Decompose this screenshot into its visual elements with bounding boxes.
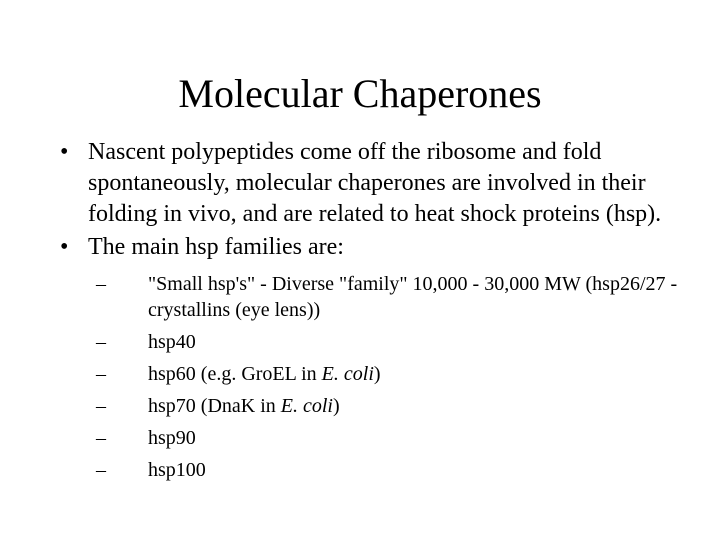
sub-bullet-text: hsp40 bbox=[148, 331, 196, 353]
sub-bullet-text-pre: hsp60 (e.g. GroEL in bbox=[148, 363, 322, 385]
sub-bullet-item bbox=[96, 393, 678, 419]
sub-bullet-text: hsp90 bbox=[148, 427, 196, 449]
bullet-item bbox=[58, 232, 678, 483]
dash-marker: – bbox=[96, 273, 106, 295]
dash-marker: – bbox=[96, 363, 106, 385]
sub-bullet-text: hsp100 bbox=[148, 459, 206, 481]
bullet-marker: • bbox=[60, 234, 69, 260]
bullet-marker: • bbox=[60, 139, 69, 165]
dash-marker: – bbox=[96, 331, 106, 353]
sub-bullet-item bbox=[96, 457, 678, 483]
sub-bullet-text-pre: hsp70 (DnaK in bbox=[148, 395, 281, 417]
sub-bullet-text-post: ) bbox=[332, 395, 340, 417]
sub-bullet-list bbox=[96, 271, 678, 483]
bullet-text: The main hsp families are: bbox=[88, 234, 344, 260]
sub-bullet-item bbox=[96, 271, 678, 323]
dash-marker: – bbox=[96, 427, 106, 449]
dash-marker: – bbox=[96, 395, 106, 417]
sub-bullet-item bbox=[96, 361, 678, 387]
slide-title: Molecular Chaperones bbox=[178, 71, 542, 116]
species-name: E. coli bbox=[280, 395, 333, 417]
sub-bullet-text: "Small hsp's" - Diverse "family" 10,000 - 30,000 MW (hsp26/27 - crystallins (eye lens)) bbox=[148, 273, 678, 321]
sub-bullet-item bbox=[96, 329, 678, 355]
bullet-text: Nascent polypeptides come off the ribosome and fold spontaneously, molecular chaperones are involved in their folding in vivo, and are related to heat shock proteins (hsp). bbox=[88, 139, 662, 227]
sub-bullet-text-post: ) bbox=[373, 363, 381, 385]
bullet-item bbox=[58, 137, 678, 230]
bullet-list bbox=[58, 137, 678, 489]
sub-bullet-item bbox=[96, 425, 678, 451]
dash-marker: – bbox=[96, 459, 106, 481]
species-name: E. coli bbox=[321, 363, 374, 385]
